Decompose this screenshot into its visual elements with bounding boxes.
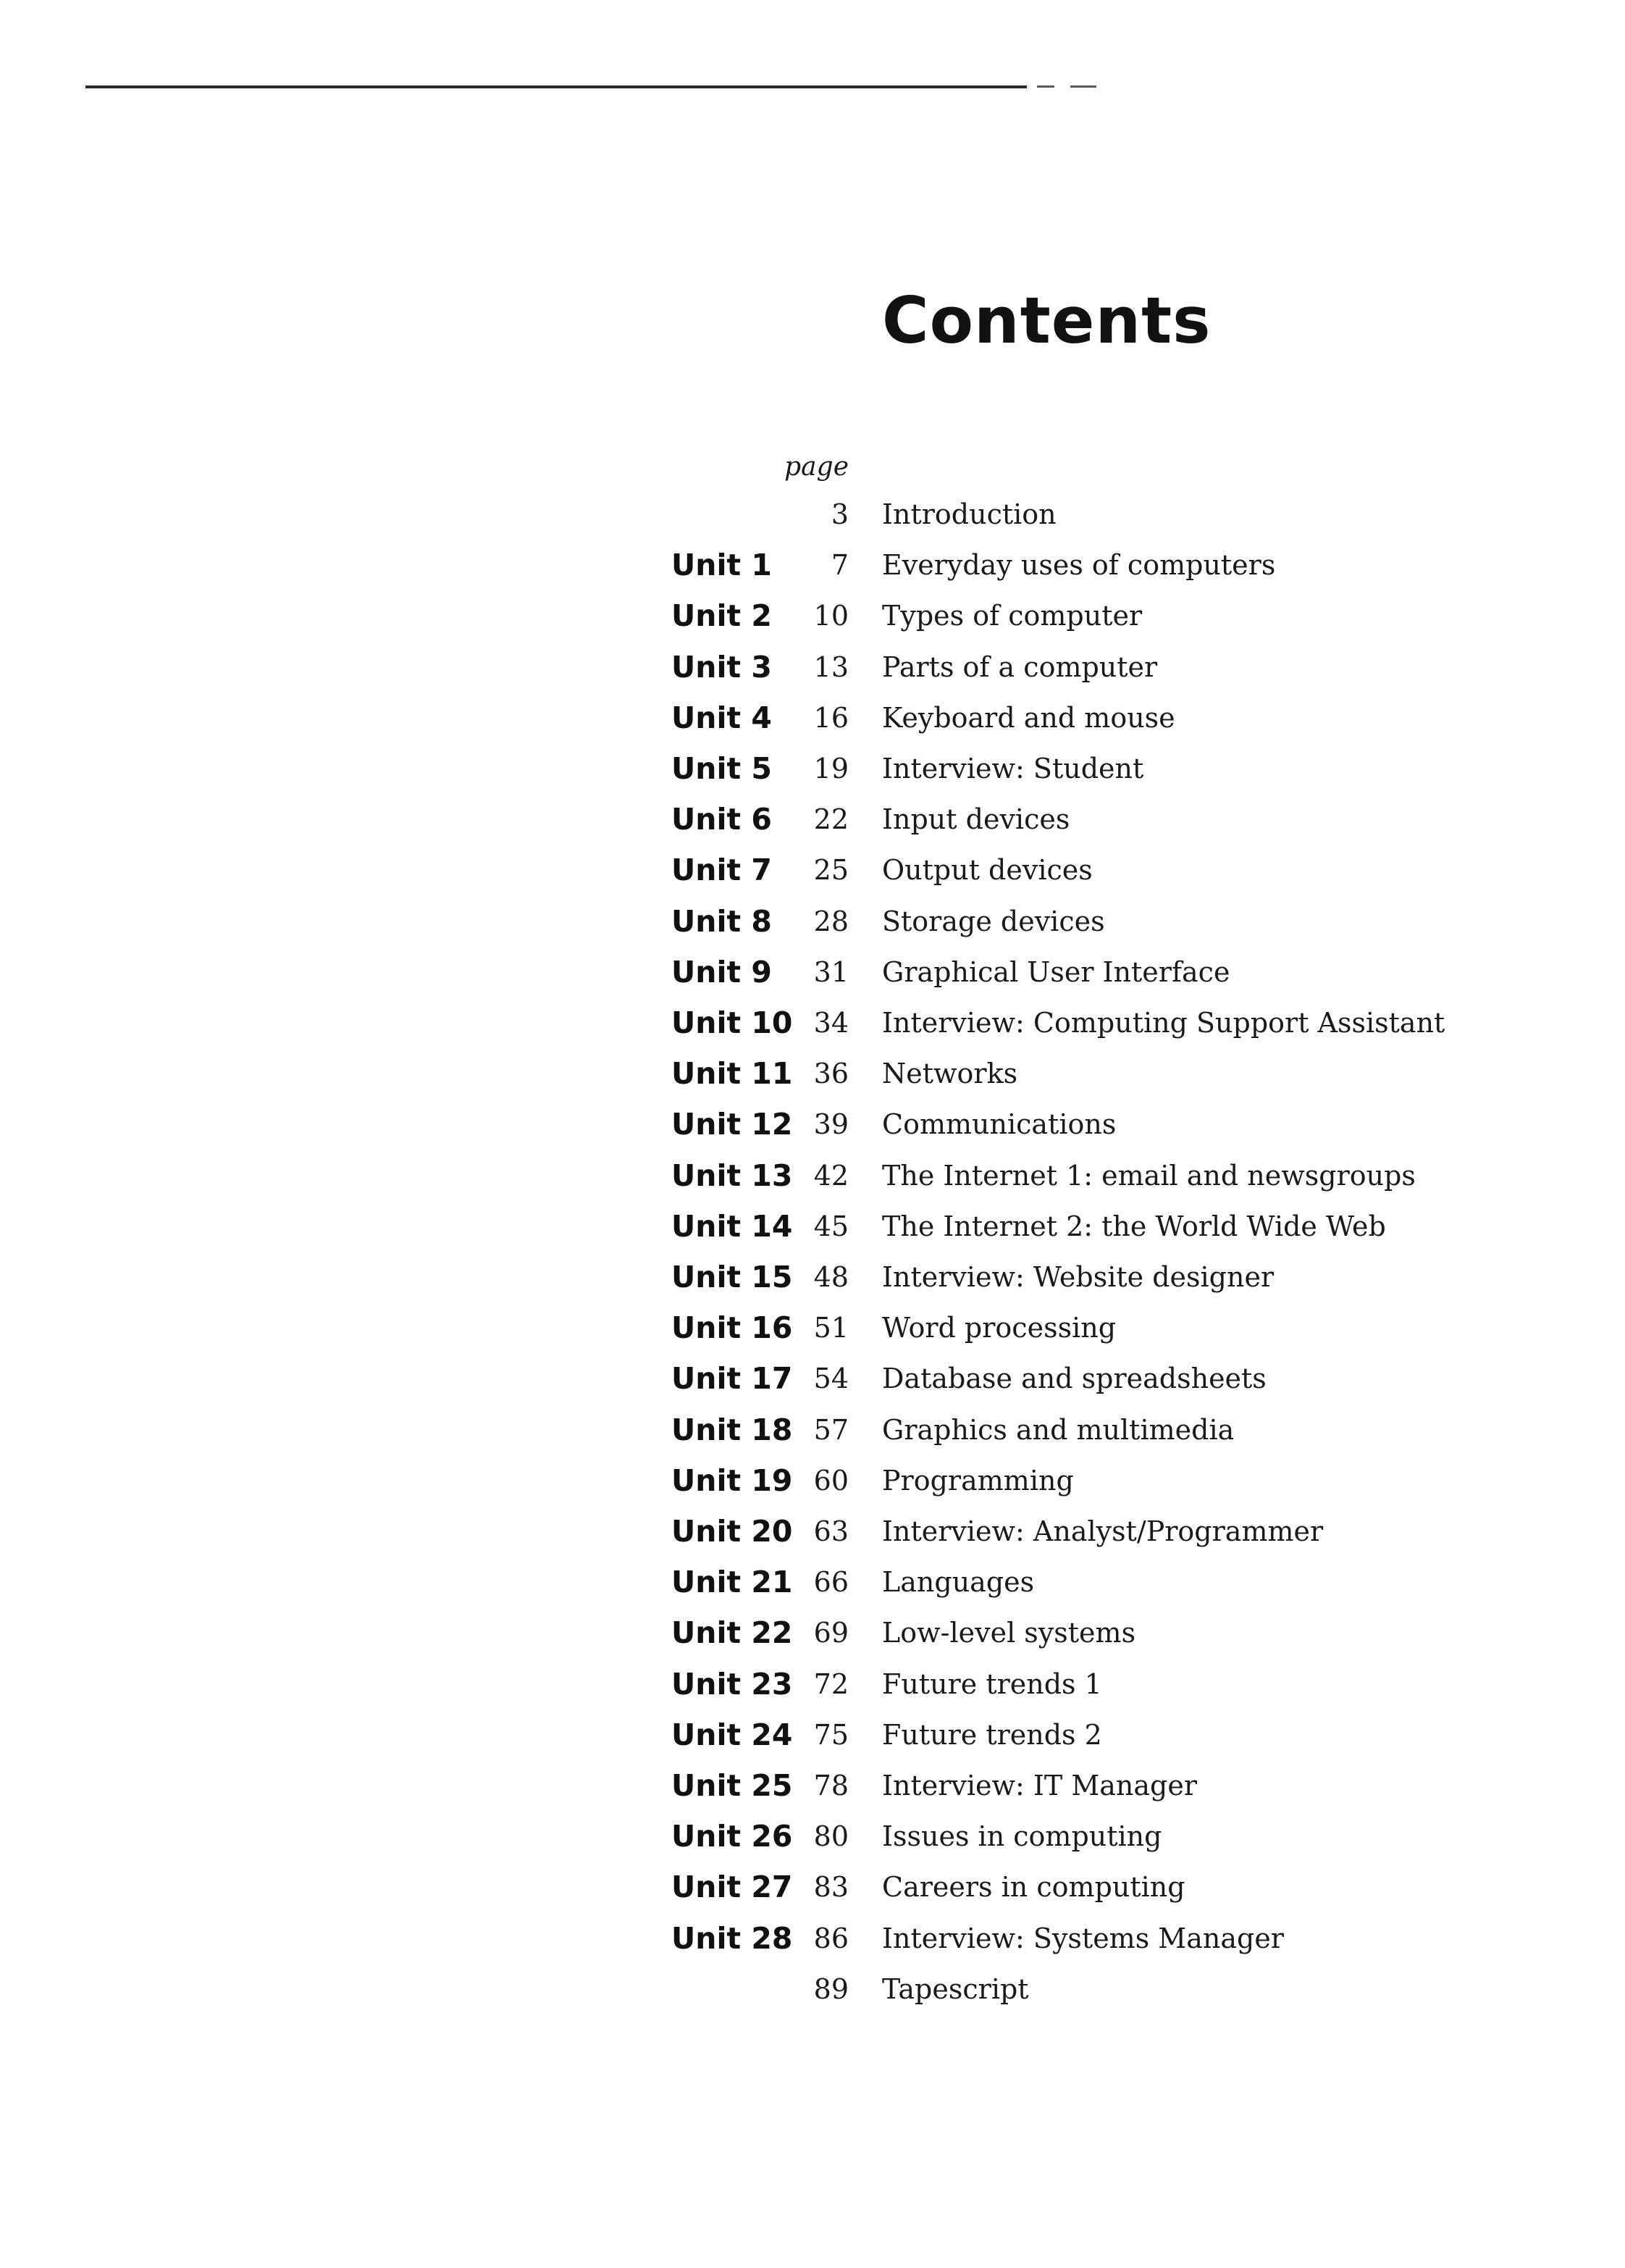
unit-label: Unit 12: [671, 1107, 793, 1142]
unit-title: Storage devices: [882, 905, 1105, 937]
contents-row: [652, 1913, 1448, 1964]
page-number: 75: [813, 1718, 849, 1751]
unit-title: Types of computer: [882, 600, 1143, 632]
page-number: 80: [813, 1820, 849, 1853]
unit-title: Output devices: [882, 854, 1093, 887]
unit-title: Graphical User Interface: [882, 955, 1230, 988]
contents-row: [652, 896, 1448, 947]
unit-title: Tapescript: [882, 1972, 1029, 2005]
unit-label: Unit 7: [671, 853, 772, 888]
unit-label: Unit 22: [671, 1615, 793, 1651]
unit-title: Low-level systems: [882, 1617, 1136, 1649]
contents-row: [652, 1150, 1448, 1201]
contents-row: [652, 1455, 1448, 1506]
unit-title: Interview: IT Manager: [882, 1770, 1198, 1802]
page-number: 34: [813, 1007, 849, 1039]
unit-title: The Internet 1: email and newsgroups: [882, 1159, 1416, 1192]
unit-label: Unit 24: [671, 1717, 793, 1752]
unit-label: Unit 15: [671, 1260, 793, 1294]
table-of-contents: [652, 442, 1448, 2035]
contents-row: [652, 743, 1448, 794]
page-number: 86: [813, 1922, 849, 1954]
unit-label: Unit 21: [671, 1565, 793, 1600]
unit-label: Unit 23: [671, 1666, 793, 1702]
unit-title: Interview: Systems Manager: [882, 1922, 1284, 1954]
page-number: 16: [813, 701, 849, 734]
page-number: 51: [813, 1312, 849, 1344]
contents-row: [652, 1964, 1448, 2014]
contents-row: [652, 1506, 1448, 1557]
contents-row: [652, 947, 1448, 997]
contents-row: [652, 642, 1448, 692]
page-number: 42: [813, 1159, 849, 1192]
unit-label: Unit 16: [671, 1310, 793, 1346]
page-number: 54: [813, 1363, 849, 1395]
contents-row: [652, 1607, 1448, 1658]
page-number: 3: [831, 498, 849, 530]
page-number: 31: [813, 955, 849, 988]
contents-row: [652, 590, 1448, 641]
unit-label: Unit 27: [671, 1870, 793, 1905]
contents-row: [652, 540, 1448, 590]
unit-title: Languages: [882, 1566, 1035, 1599]
unit-title: Programming: [882, 1464, 1074, 1497]
unit-label: Unit 6: [671, 802, 772, 837]
page-number: 69: [813, 1617, 849, 1649]
unit-label: Unit 28: [671, 1920, 793, 1956]
top-rule-fragment: [1037, 85, 1054, 88]
page-column-heading: page: [784, 452, 849, 482]
unit-label: Unit 1: [671, 548, 772, 583]
page-number: 66: [813, 1566, 849, 1599]
unit-title: Graphics and multimedia: [882, 1413, 1235, 1446]
unit-label: Unit 18: [671, 1412, 793, 1447]
unit-label: Unit 20: [671, 1514, 793, 1549]
unit-label: Unit 5: [671, 751, 772, 786]
unit-title: Future trends 2: [882, 1718, 1102, 1751]
unit-title: Communications: [882, 1108, 1117, 1141]
contents-row: [652, 1201, 1448, 1252]
unit-label: Unit 17: [671, 1361, 793, 1397]
unit-title: Interview: Student: [882, 753, 1144, 784]
contents-row: [652, 845, 1448, 895]
unit-title: Introduction: [882, 498, 1057, 530]
unit-label: Unit 11: [671, 1056, 793, 1092]
unit-title: Interview: Website designer: [882, 1261, 1275, 1293]
contents-row: [652, 1302, 1448, 1353]
contents-row: [652, 794, 1448, 845]
page-number: 63: [813, 1515, 849, 1547]
contents-row: [652, 692, 1448, 743]
unit-title: Interview: Analyst/Programmer: [882, 1515, 1324, 1547]
top-rule-fragment: [1070, 85, 1096, 88]
unit-label: Unit 8: [671, 903, 772, 939]
contents-row: [652, 1557, 1448, 1607]
page-number: 7: [831, 549, 849, 582]
unit-title: Input devices: [882, 803, 1070, 836]
unit-title: Networks: [882, 1058, 1018, 1090]
unit-title: Future trends 1: [882, 1667, 1102, 1700]
page-number: 13: [813, 650, 849, 683]
page-number: 39: [813, 1108, 849, 1141]
contents-row: [652, 1760, 1448, 1811]
unit-title: Word processing: [882, 1312, 1117, 1344]
page-number: 10: [813, 600, 849, 632]
contents-row: [652, 1659, 1448, 1710]
top-rule: [85, 85, 1027, 88]
page-number: 36: [813, 1058, 849, 1090]
unit-label: Unit 14: [671, 1208, 793, 1244]
contents-row: [652, 1862, 1448, 1912]
unit-label: Unit 3: [671, 649, 772, 685]
contents-row: [652, 1710, 1448, 1760]
page-number: 78: [813, 1770, 849, 1802]
unit-label: Unit 26: [671, 1819, 793, 1854]
unit-title: Parts of a computer: [882, 650, 1158, 683]
page-title: Contents: [882, 283, 1212, 358]
contents-row: [652, 1099, 1448, 1150]
page-number: 57: [813, 1413, 849, 1446]
contents-row: [652, 1353, 1448, 1404]
unit-label: Unit 9: [671, 954, 772, 989]
contents-row: [652, 1405, 1448, 1455]
page-number: 25: [813, 854, 849, 887]
unit-label: Unit 25: [671, 1768, 793, 1803]
unit-label: Unit 19: [671, 1463, 793, 1498]
page-number: 60: [813, 1464, 849, 1497]
unit-title: The Internet 2: the World Wide Web: [882, 1210, 1386, 1242]
page-number: 83: [813, 1871, 849, 1904]
contents-row: [652, 1048, 1448, 1099]
contents-row: [652, 997, 1448, 1048]
page-number: 28: [813, 905, 849, 937]
unit-label: Unit 2: [671, 598, 772, 634]
page-number: 48: [813, 1261, 849, 1293]
contents-row: [652, 1252, 1448, 1302]
page-number: 45: [813, 1210, 849, 1242]
contents-row: [652, 489, 1448, 540]
unit-label: Unit 10: [671, 1005, 793, 1040]
unit-title: Keyboard and mouse: [882, 701, 1175, 734]
unit-label: Unit 4: [671, 700, 772, 735]
contents-row: [652, 1811, 1448, 1862]
page-number: 72: [813, 1667, 849, 1700]
unit-title: Issues in computing: [882, 1820, 1162, 1853]
unit-title: Interview: Computing Support Assistant: [882, 1007, 1445, 1039]
unit-title: Careers in computing: [882, 1871, 1185, 1904]
page-number: 19: [813, 753, 849, 784]
page-number: 22: [813, 803, 849, 836]
unit-title: Database and spreadsheets: [882, 1363, 1267, 1395]
unit-title: Everyday uses of computers: [882, 549, 1276, 582]
page-number: 89: [813, 1972, 849, 2005]
unit-label: Unit 13: [671, 1158, 793, 1193]
